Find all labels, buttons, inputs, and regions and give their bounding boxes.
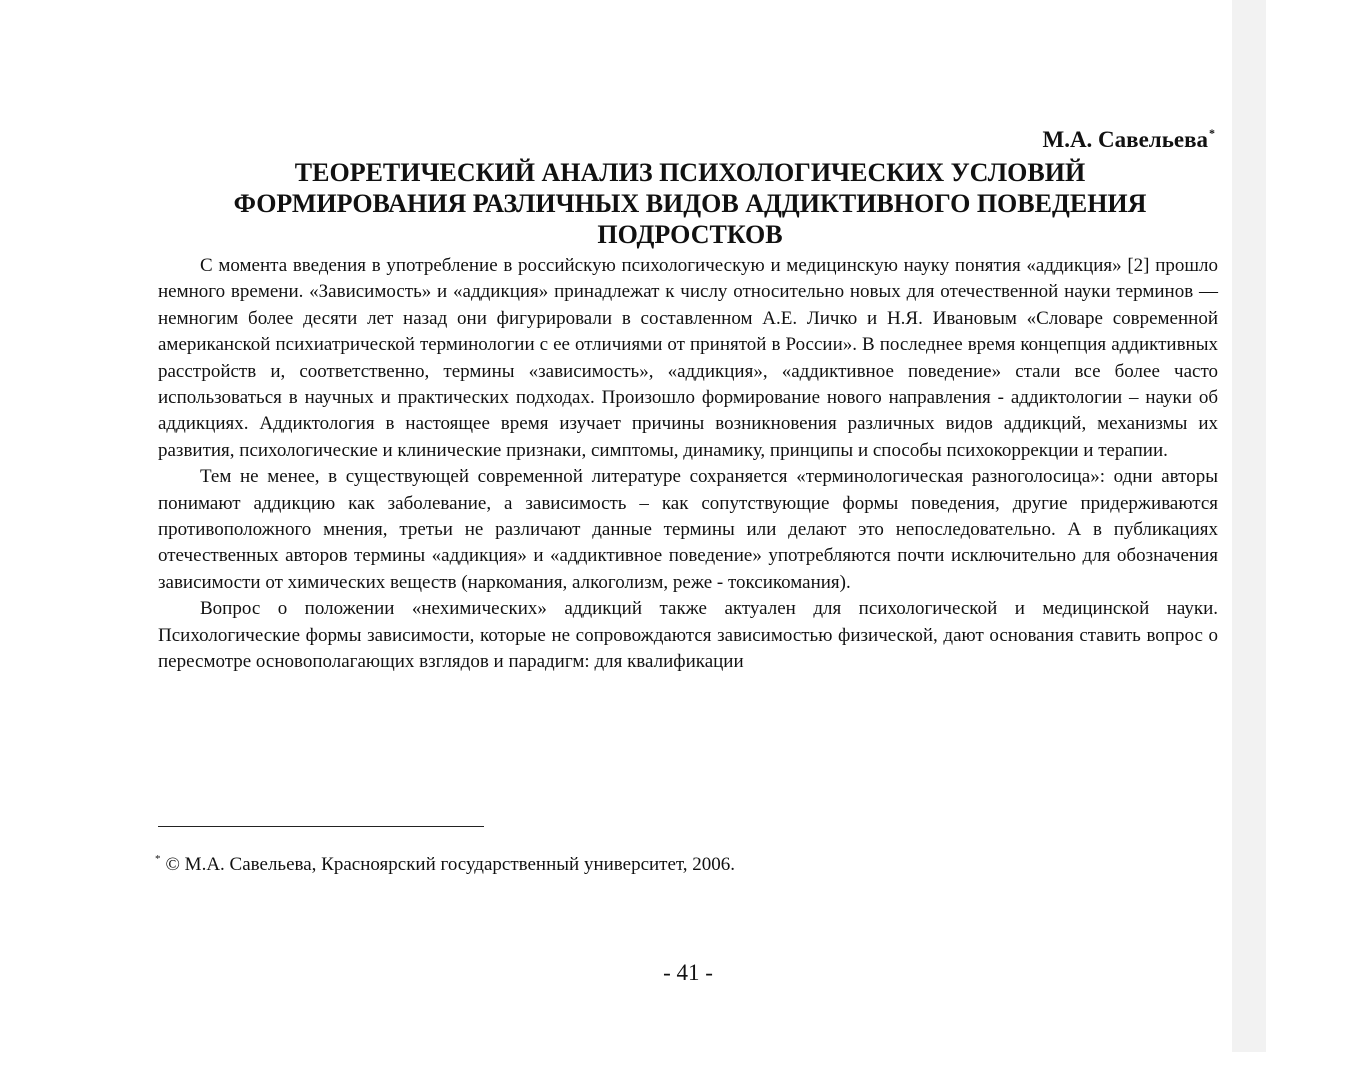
footnote-text: © М.А. Савельева, Красноярский государственный университет, 2006. — [165, 854, 736, 875]
title-line: ФОРМИРОВАНИЯ РАЗЛИЧНЫХ ВИДОВ АДДИКТИВНОГО ПОВЕДЕНИЯ — [233, 189, 1147, 218]
scan-edge-strip — [1232, 0, 1266, 1052]
article-body — [158, 253, 1218, 676]
title-line: ПОДРОСТКОВ — [597, 220, 783, 249]
author-name: М.А. Савельева — [1042, 127, 1208, 152]
body-paragraph: Тем не менее, в существующей современной литературе сохраняется «терминологическая разноголосица»: одни авторы понимают аддикцию как заболевание, а зависимость – как сопутствующие формы поведения, другие придерживаются противоположного мнения, третьи не различают данные термины или делают это непоследовательно. А в публикациях отечественных авторов термины «аддикция» и «аддиктивное поведение» употребляются почти исключительно для обозначения зависимости от химических веществ (наркомания, алкоголизм, реже - токсикомания). — [158, 466, 1218, 593]
title-line: ТЕОРЕТИЧЕСКИЙ АНАЛИЗ ПСИХОЛОГИЧЕСКИХ УСЛОВИЙ — [294, 158, 1086, 187]
footnote-mark: * — [155, 853, 161, 865]
article-title — [150, 157, 1230, 250]
author-line — [1042, 126, 1215, 153]
body-paragraph: Вопрос о положении «нехимических» аддикций также актуален для психологической и медицинской науки. Психологические формы зависимости, которые не сопровождаются зависимостью физической, дают основания ставить вопрос о пересмотре основополагающих взглядов и парадигм: для квалификации — [158, 598, 1218, 673]
page-number: - 41 - — [663, 960, 713, 985]
body-paragraph: С момента введения в употребление в российскую психологическую и медицинскую науку понятия «аддикция» [2] прошло немного времени. «Зависимость» и «аддикция» принадлежат к числу относительно новых для отечественной науки терминов — немногим более десяти лет назад они фигурировали в составленном А.Е. Личко и Н.Я. Ивановым «Словаре современной американской психиатрической терминологии с ее отличиями от принятой в России». В последнее время концепция аддиктивных расстройств и, соответственно, термины «зависимость», «аддикция», «аддиктивное поведение» стали все более часто использоваться в научных и практических подходах. Произошло формирование нового направления - аддиктологии – науки об аддикциях. Аддиктология в настоящее время изучает причины возникновения различных видов аддикций, механизмы их развития, психологические и клинические признаки, симптомы, динамику, принципы и способы психокоррекции и терапии. — [158, 255, 1218, 461]
footnote-separator — [158, 826, 484, 827]
footnote — [155, 853, 735, 876]
author-footnote-mark: * — [1209, 126, 1215, 140]
